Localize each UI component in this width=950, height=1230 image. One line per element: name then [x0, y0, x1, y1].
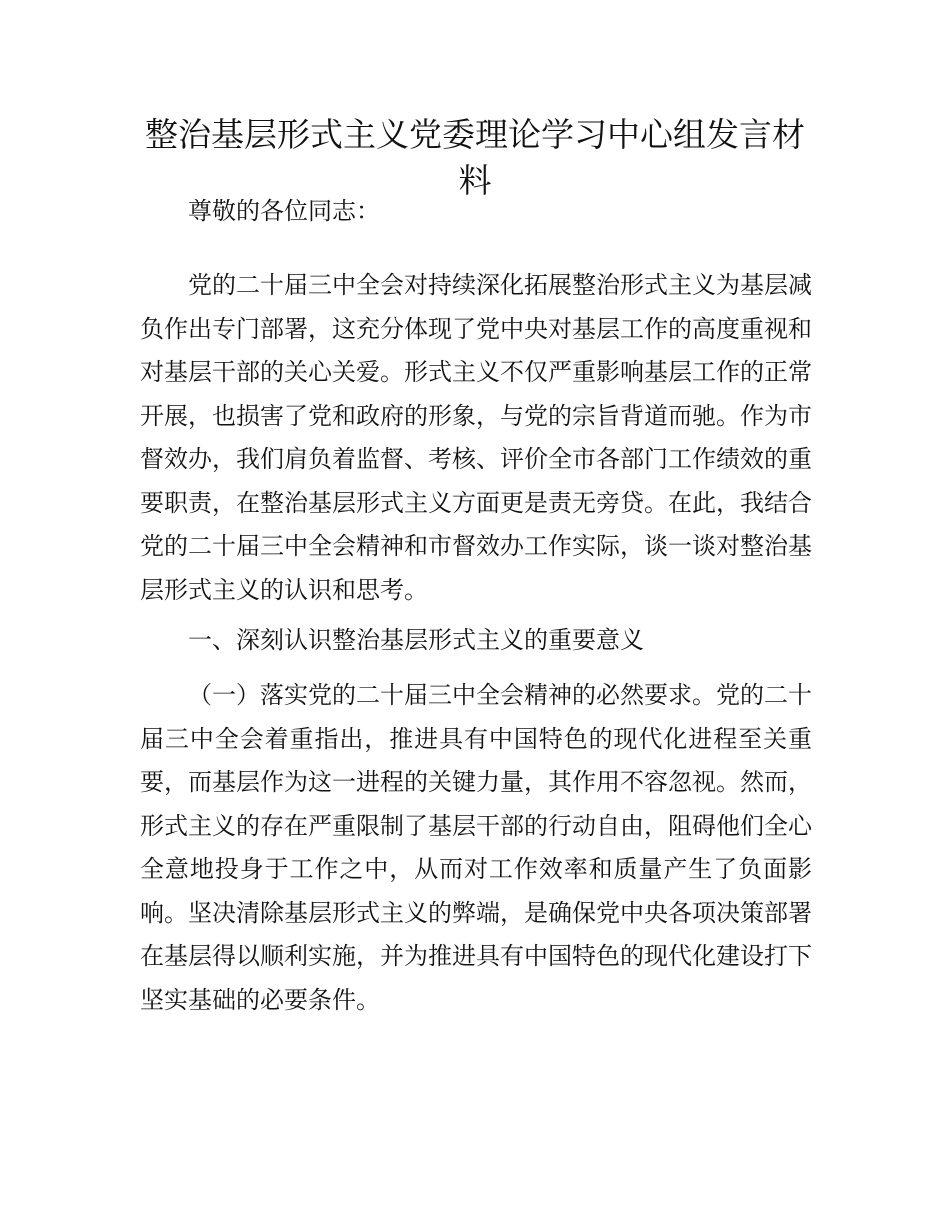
section-heading: 一、深刻认识整治基层形式主义的重要意义 [188, 626, 644, 654]
salutation: 尊敬的各位同志： [188, 197, 380, 225]
section-paragraph: （一）落实党的二十届三中全会精神的必然要求。党的二十届三中全会着重指出，推进具有中国特色的现代化进程至关重要，而基层作为这一进程的关键力量，其作用不容忽视。然而，形式主义的存在严重限制了基层干部的行动自由，阻碍他们全心全意地投身于工作之中，从而对工作效率和质量产生了负面影响。坚决清除基层形式主义的弊端，是确保党中央各项决策部署在基层得以顺利实施，并为推进具有中国特色的现代化建设打下坚实基础的必要条件。 [140, 681, 812, 1014]
intro-paragraph: 党的二十届三中全会对持续深化拓展整治形式主义为基层减负作出专门部署，这充分体现了党中央对基层工作的高度重视和对基层干部的关心关爱。形式主义不仅严重影响基层工作的正常开展，也损害了党和政府的形象，与党的宗旨背道而驰。作为市督效办，我们肩负着监督、考核、评价全市各部门工作绩效的重要职责，在整治基层形式主义方面更是责无旁贷。在此，我结合党的二十届三中全会精神和市督效办工作实际，谈一谈对整治基层形式主义的认识和思考。 [140, 271, 812, 604]
document-title: 整治基层形式主义党委理论学习中心组发言材料 [145, 115, 805, 200]
